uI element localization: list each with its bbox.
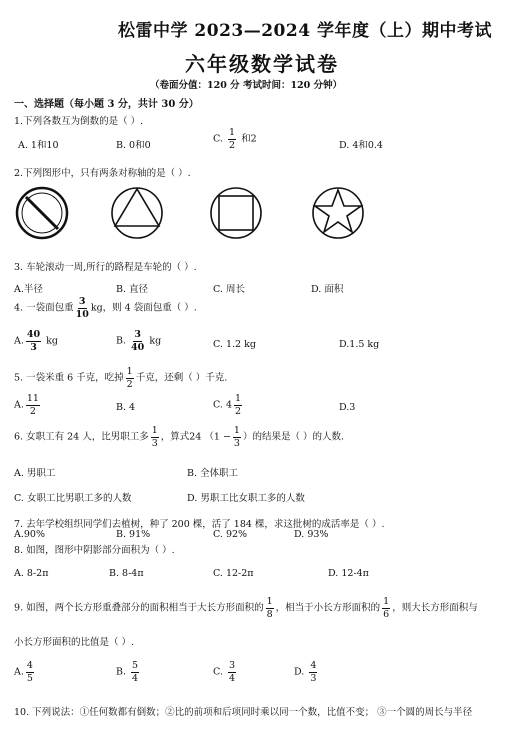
q6-option-b: B. 全体职工 (187, 468, 239, 479)
q9-option-b: B. $\frac{5}{4}$ (116, 660, 139, 684)
q4-option-c: C. 1.2 kg (213, 339, 256, 350)
q3-option-a: A.半径 (14, 284, 43, 295)
q5-option-b: B. 4 (116, 402, 136, 413)
q8-option-a: A. 8-2π (14, 568, 49, 579)
q5-option-c: C. 4 $\frac{1}{2}$ (213, 393, 242, 417)
q3-option-b: B. 直径 (116, 284, 149, 295)
q1-option-d: D. 4和0.4 (339, 140, 383, 151)
question-8: 8. 如图，图形中阴影部分面积为（ ）. (14, 545, 175, 556)
q3-option-c: C. 周长 (213, 284, 245, 295)
q7-option-d: D. 93% (294, 529, 329, 540)
q2-figures (14, 186, 500, 242)
q3-option-d: D. 面积 (311, 284, 344, 295)
q4-option-a: A. $\frac{40}{3}$ kg (14, 329, 58, 353)
circle-triangle-shape (112, 188, 162, 238)
q5-option-d: D.3 (339, 402, 356, 413)
q6-option-d: D. 男职工比女职工多的人数 (187, 493, 305, 504)
question-9-line2: 小长方形面积的比值是（ ）. (14, 637, 135, 648)
section-title: 一、选择题（每小题 3 分，共计 30 分） (14, 99, 199, 110)
q6-option-a: A. 男职工 (14, 468, 56, 479)
q6-option-c: C. 女职工比男职工多的人数 (14, 493, 132, 504)
q1-option-a: A. 1和10 (18, 140, 59, 151)
circle-star-shape (313, 188, 363, 238)
q8-option-b: B. 8-4π (109, 568, 144, 579)
q4-option-b: B. $\frac{3}{40}$ kg (116, 329, 162, 353)
question-9: 9. 如图，两个长方形重叠部分的面积相当于大长方形面积的 $\frac{1}{8}$ ，相当于小长方形面积的 $\frac{1}{6}$ ，则大长方形面积与 (14, 596, 478, 620)
question-2: 2.下列图形中，只有两条对称轴的是（ ）. (14, 168, 191, 179)
question-3: 3. 车轮滚动一周,所行的路程是车轮的（ ）. (14, 262, 197, 273)
q9-option-a: A. $\frac{4}{5}$ (14, 660, 33, 684)
q8-option-c: C. 12-2π (213, 568, 254, 579)
question-4: 4. 一袋面包重 $\frac{3}{10}$ kg，则 4 袋面包重（ ）. (14, 296, 197, 320)
q7-option-b: B. 91% (116, 529, 151, 540)
q1-option-b: B. 0和0 (116, 140, 151, 151)
question-1: 1.下列各数互为倒数的是（ ）. (14, 116, 144, 127)
question-10: 10. 下列说法：①任何数都有倒数；②比的前项和后项同时乘以同一个数，比值不变； ③一个圆的周长与半径 (14, 707, 473, 718)
q7-option-c: C. 92% (213, 529, 248, 540)
q7-option-a: A.90% (14, 529, 45, 540)
question-6: 6. 女职工有 24 人，比男职工多 $\frac{1}{3}$ ，算式24 （1 − $\frac{1}{3}$ ）的结果是（ ）的人数. (14, 425, 344, 449)
paper-title: 六年级数学试卷 (185, 52, 339, 76)
q8-option-d: D. 12-4π (328, 568, 369, 579)
exam-meta: （卷面分值：120 分 考试时间：120 分钟） (150, 80, 343, 91)
prohibition-sign-shape (17, 188, 67, 238)
q9-option-c: C. $\frac{3}{4}$ (213, 660, 236, 684)
school-title: 松雷中学 2023—2024 学年度（上）期中考试 (118, 21, 492, 41)
question-7: 7. 去年学校组织同学们去植树，种了 200 棵，活了 184 棵，求这批树的成活率是（ ）. (14, 519, 385, 530)
q5-option-a: A. $\frac{11}{2}$ (14, 393, 39, 417)
q9-option-d: D. $\frac{4}{3}$ (294, 660, 317, 684)
circle-square-shape (211, 188, 261, 238)
q1-option-c: C. $\frac{1}{2}$ 和2 (213, 127, 257, 151)
question-5: 5. 一袋米重 6 千克，吃掉 $\frac{1}{2}$ 千克，还剩（ ）千克. (14, 366, 228, 390)
q4-option-d: D.1.5 kg (339, 339, 380, 350)
